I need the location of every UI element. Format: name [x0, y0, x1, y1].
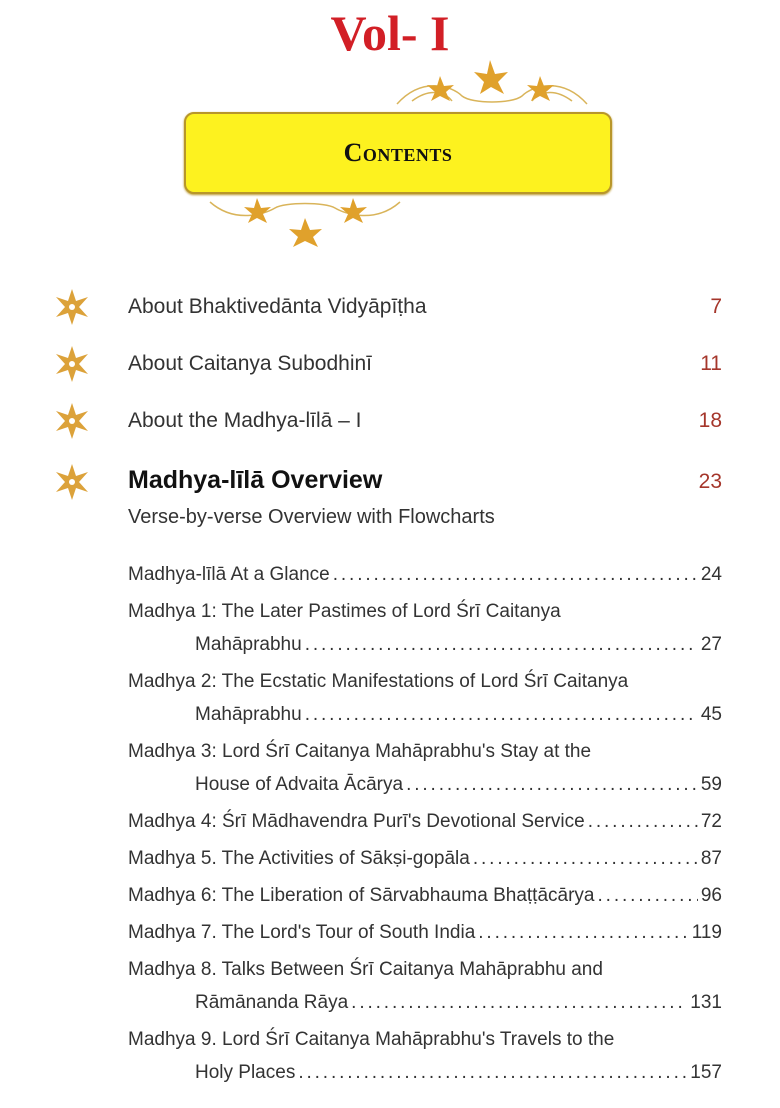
entry-line — [128, 630, 722, 667]
dot-leader — [406, 770, 698, 807]
entry-title: Madhya 9. Lord Śrī Caitanya Mahāprabhu's Travels to the — [128, 1029, 615, 1050]
dot-leader — [305, 630, 698, 667]
entry-page: 45 — [700, 704, 722, 725]
entry-title: Madhya 4: Śrī Mādhavendra Purī's Devotional Service — [128, 811, 585, 832]
entry-title-continued: House of Advaita Ācārya — [195, 774, 404, 795]
entry-title: About Caitanya Subodhinī — [128, 352, 373, 375]
volume-title: Vol- I — [330, 5, 450, 61]
entry-title-continued: Mahāprabhu — [195, 704, 302, 725]
dot-leader — [305, 700, 698, 737]
entry-page: 96 — [700, 885, 722, 906]
toc-entry[interactable] — [0, 401, 780, 441]
contents-banner — [184, 112, 612, 194]
entry-title-continued: Rāmānanda Rāya — [195, 992, 349, 1013]
entry-title: Madhya 3: Lord Śrī Caitanya Mahāprabhu's Stay at the — [128, 741, 592, 762]
entry-line — [128, 807, 722, 844]
entry-line — [128, 770, 722, 807]
entry-title: Madhya 8. Talks Between Śrī Caitanya Mahāprabhu and — [128, 959, 603, 980]
entry-page: 131 — [690, 992, 722, 1013]
entry-line — [128, 597, 722, 634]
ornament-bottom-icon — [205, 194, 405, 249]
entry-page: 23 — [698, 470, 722, 493]
flower-icon — [52, 462, 92, 502]
dot-leader — [478, 918, 688, 955]
entry-line — [128, 955, 722, 992]
entry-page: 7 — [710, 295, 722, 318]
entry-page: 11 — [700, 352, 722, 375]
entry-title: Madhya 5. The Activities of Sākṣi-gopāla — [128, 848, 470, 869]
toc-entry[interactable] — [128, 737, 722, 807]
toc-entry[interactable] — [128, 667, 722, 737]
entry-title: Madhya 6: The Liberation of Sārvabhauma Bhaṭṭācārya — [128, 885, 595, 906]
entry-line — [128, 560, 722, 597]
toc-entry[interactable] — [0, 344, 780, 384]
entry-title-continued: Holy Places — [195, 1062, 296, 1083]
toc-entry[interactable] — [128, 955, 722, 1025]
dot-leader — [333, 560, 698, 597]
flower-icon — [52, 287, 92, 327]
toc-entry[interactable] — [128, 597, 722, 667]
entry-title: Madhya 2: The Ecstatic Manifestations of Lord Śrī Caitanya — [128, 671, 629, 692]
dot-leader — [298, 1058, 687, 1095]
contents-heading: Contents — [343, 138, 453, 167]
entry-page: 27 — [700, 634, 722, 655]
flower-icon — [52, 344, 92, 384]
entry-line — [128, 700, 722, 737]
entry-title-continued: Mahāprabhu — [195, 634, 302, 655]
entry-line — [128, 1058, 722, 1095]
entry-page: 72 — [700, 811, 722, 832]
entry-page: 59 — [700, 774, 722, 795]
entry-line — [128, 881, 722, 918]
flower-icon — [52, 401, 92, 441]
entry-line — [128, 844, 722, 881]
entry-title: About the Madhya-līlā – I — [128, 409, 362, 432]
entry-page: 119 — [691, 922, 722, 943]
entry-line — [128, 918, 722, 955]
entry-page: 157 — [690, 1062, 722, 1083]
toc-entry[interactable] — [128, 881, 722, 918]
entry-page: 18 — [698, 409, 722, 432]
entry-line — [128, 1025, 722, 1062]
toc-entry[interactable] — [0, 287, 780, 327]
entry-title: About Bhaktivedānta Vidyāpīṭha — [128, 295, 427, 318]
entry-title: Madhya-līlā Overview — [128, 466, 383, 494]
ornament-top-icon — [392, 56, 592, 111]
entry-page: 87 — [700, 848, 722, 869]
dot-leader — [598, 881, 698, 918]
toc-entry[interactable] — [128, 807, 722, 844]
toc-entry[interactable] — [128, 1025, 722, 1095]
toc-entry-overview[interactable] — [0, 462, 780, 502]
toc-list — [128, 560, 722, 1095]
entry-title: Madhya 7. The Lord's Tour of South India — [128, 922, 476, 943]
entry-page: 24 — [700, 564, 722, 585]
toc-entry[interactable] — [128, 560, 722, 597]
entry-title: Madhya 1: The Later Pastimes of Lord Śrī Caitanya — [128, 601, 561, 622]
overview-subtitle: Verse-by-verse Overview with Flowcharts — [128, 506, 495, 528]
dot-leader — [473, 844, 698, 881]
dot-leader — [588, 807, 698, 844]
toc-entry[interactable] — [128, 844, 722, 881]
toc-entry[interactable] — [128, 918, 722, 955]
dot-leader — [351, 988, 687, 1025]
entry-line — [128, 988, 722, 1025]
entry-line — [128, 737, 722, 774]
entry-line — [128, 667, 722, 704]
entry-title: Madhya-līlā At a Glance — [128, 564, 330, 585]
